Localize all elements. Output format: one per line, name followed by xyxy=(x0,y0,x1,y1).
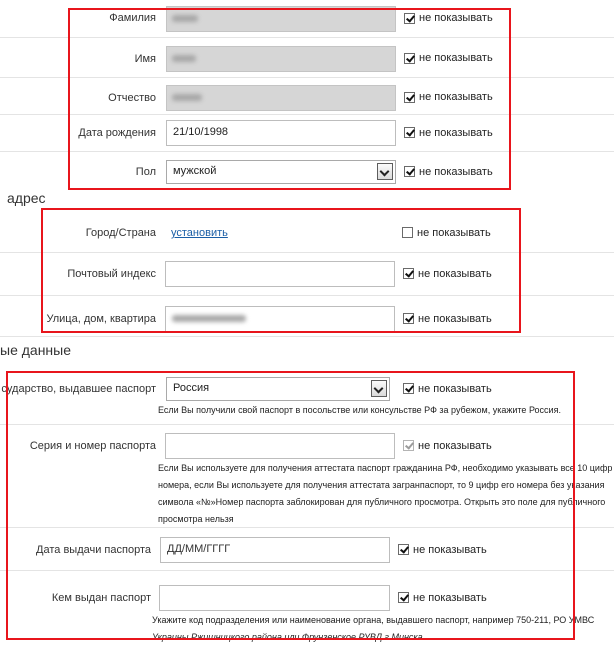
issuer-country-label: сударство, выдавшее паспорт xyxy=(1,383,156,395)
birthdate-input[interactable]: 21/10/1998 xyxy=(166,120,396,146)
passport-number-hint-line: просмотра нельзя xyxy=(158,514,234,524)
issued-by-input[interactable] xyxy=(159,585,390,611)
row-divider xyxy=(0,151,614,152)
surname-field[interactable] xyxy=(166,6,396,32)
gender-hide-checkbox[interactable] xyxy=(404,166,415,177)
postcode-input[interactable] xyxy=(165,261,395,287)
chevron-down-icon[interactable] xyxy=(371,380,387,397)
gender-select-value: мужской xyxy=(173,165,217,177)
street-label: Улица, дом, квартира xyxy=(46,313,156,325)
redacted-patronymic xyxy=(172,94,202,101)
redacted-surname xyxy=(172,15,198,22)
passport-number-hide-checkbox xyxy=(403,440,414,451)
surname-hide-label: не показывать xyxy=(419,12,493,24)
issuer-country-hide-checkbox[interactable] xyxy=(403,383,414,394)
redacted-name xyxy=(172,55,196,62)
issued-by-hint-line: Украины Ржишницкого района или Фрунзенское РУВД г.Минска xyxy=(152,632,423,642)
issuer-country-value: Россия xyxy=(173,382,210,394)
issue-date-hide-checkbox[interactable] xyxy=(398,544,409,555)
city-hide-checkbox[interactable] xyxy=(402,227,413,238)
row-divider xyxy=(0,424,614,425)
passport-number-hint-line: символа «№»Номер паспорта заблокирован для публичного просмотра. Открыть это поле для публичного xyxy=(158,497,606,507)
city-label: Город/Страна xyxy=(85,227,156,239)
passport-number-input[interactable] xyxy=(165,433,395,459)
row-divider xyxy=(0,37,614,38)
issued-by-hide-label: не показывать xyxy=(413,592,487,604)
surname-label: Фамилия xyxy=(109,12,156,24)
city-hide-label: не показывать xyxy=(417,227,491,239)
surname-hide-checkbox[interactable] xyxy=(404,13,415,24)
issue-date-hide-label: не показывать xyxy=(413,544,487,556)
birthdate-hide-checkbox[interactable] xyxy=(404,127,415,138)
row-divider xyxy=(0,570,614,571)
row-divider xyxy=(0,336,614,337)
patronymic-hide-checkbox[interactable] xyxy=(404,92,415,103)
passport-number-hint-line: номера, если Вы используете для получения аттестата загранпаспорт, то 9 цифр его номера без указания xyxy=(158,480,605,490)
issued-by-label: Кем выдан паспорт xyxy=(51,592,151,604)
gender-label: Пол xyxy=(135,166,156,178)
row-divider xyxy=(0,295,614,296)
passport-number-hint-line: Если Вы используете для получения аттестата паспорт гражданина РФ, необходимо указывать все 10 цифр xyxy=(158,463,613,473)
postcode-label: Почтовый индекс xyxy=(67,268,156,280)
issued-by-hint-line: Укажите код подразделения или наименование органа, выдавшего паспорт, например 750-211, РО УМВС xyxy=(152,615,595,625)
patronymic-hide-label: не показывать xyxy=(419,91,493,103)
address-section-title: адрес xyxy=(7,190,46,206)
issue-date-input[interactable]: ДД/ММ/ГГГГ xyxy=(160,537,390,563)
gender-hide-label: не показывать xyxy=(419,166,493,178)
redacted-street xyxy=(172,315,246,322)
row-divider xyxy=(0,77,614,78)
street-hide-label: не показывать xyxy=(418,313,492,325)
chevron-down-icon[interactable] xyxy=(377,163,393,180)
issuer-country-select[interactable] xyxy=(166,377,390,401)
street-hide-checkbox[interactable] xyxy=(403,313,414,324)
city-set-link[interactable]: установить xyxy=(171,227,228,239)
postcode-hide-label: не показывать xyxy=(418,268,492,280)
birthdate-hide-label: не показывать xyxy=(419,127,493,139)
row-divider xyxy=(0,114,614,115)
issue-date-label: Дата выдачи паспорта xyxy=(36,544,151,556)
passport-section-title: ые данные xyxy=(0,342,72,358)
name-label: Имя xyxy=(134,53,156,65)
row-divider xyxy=(0,252,614,253)
issuer-country-hint: Если Вы получили свой паспорт в посольстве или консульстве РФ за рубежом, укажите Россия. xyxy=(158,405,561,415)
name-hide-label: не показывать xyxy=(419,52,493,64)
issuer-country-hide-label: не показывать xyxy=(418,383,492,395)
name-field[interactable] xyxy=(166,46,396,72)
gender-select[interactable] xyxy=(166,160,396,184)
patronymic-label: Отчество xyxy=(108,92,156,104)
birthdate-label: Дата рождения xyxy=(78,127,156,139)
postcode-hide-checkbox[interactable] xyxy=(403,268,414,279)
issued-by-hide-checkbox[interactable] xyxy=(398,592,409,603)
passport-number-label: Серия и номер паспорта xyxy=(29,440,156,452)
passport-number-hide-label: не показывать xyxy=(418,440,492,452)
name-hide-checkbox[interactable] xyxy=(404,53,415,64)
